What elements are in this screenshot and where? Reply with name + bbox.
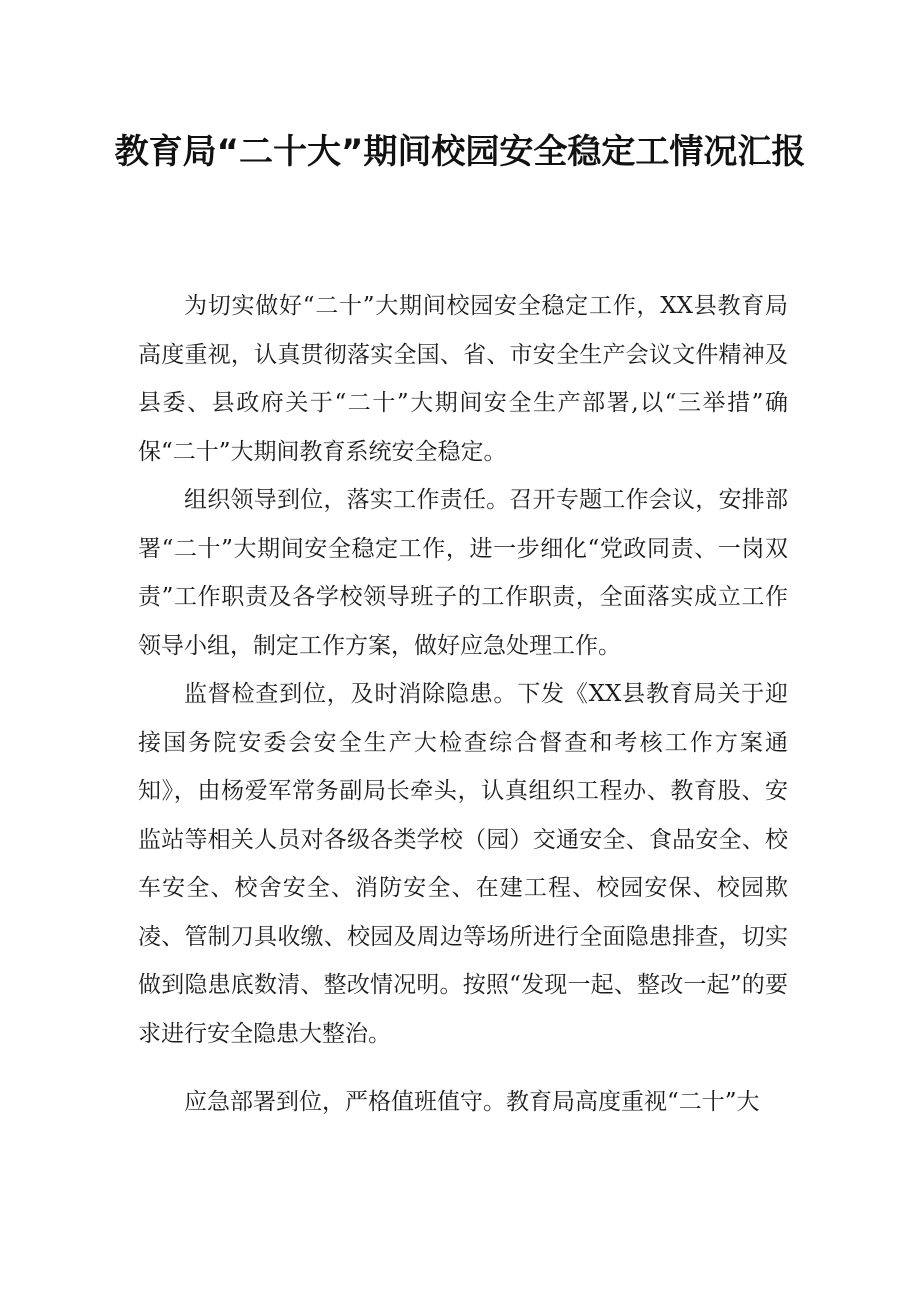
document-title: 教育局“二十大”期间校园安全稳定工情况汇报 (114, 132, 806, 172)
paragraph-organization: 组织领导到位，落实工作责任。召开专题工作会议，安排部署“二十”大期间安全稳定工作，进一步细化“党政同责、一岗双责”工作职责及各学校领导班子的工作职责，全面落实成立工作领导小组，制定工作方案，做好应急处理工作。 (138, 487, 788, 659)
paragraph-intro: 为切实做好“二十”大期间校园安全稳定工作，XX县教育局高度重视，认真贯彻落实全国、省、市安全生产会议文件精神及县委、县政府关于“二十”大期间安全生产部署,以“三举措”确保“二十”大期间教育系统安全稳定。 (138, 293, 788, 465)
paragraph-emergency: 应急部署到位，严格值班值守。教育局高度重视“二十”大 (184, 1089, 760, 1115)
paragraph-inspection: 监督检查到位，及时消除隐患。下发《XX县教育局关于迎接国务院安委会安全生产大检查综合督查和考核工作方案通知》，由杨爱军常务副局长牵头，认真组织工程办、教育股、安监站等相关人员对各级各类学校（园）交通安全、食品安全、校车安全、校舍安全、消防安全、在建工程、校园安保、校园欺凌、管制刀具收缴、校园及周边等场所进行全面隐患排查，切实做到隐患底数清、整改情况明。按照“发现一起、整改一起”的要求进行安全隐患大整治。 (138, 681, 788, 1047)
document-body (138, 282, 788, 1127)
